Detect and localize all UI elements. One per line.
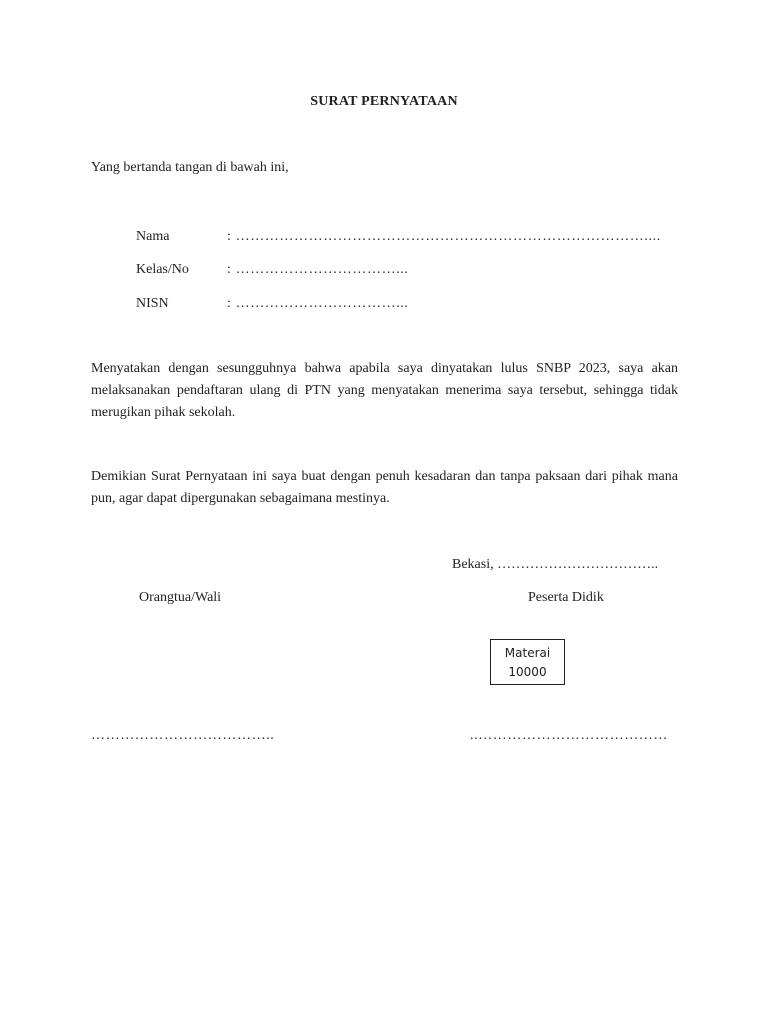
field-blank-kelas: : ……………………………...	[227, 262, 409, 277]
closing-paragraph: Demikian Surat Pernyataan ini saya buat dengan penuh kesadaran dan tanpa paksaan dari pihak mana pun, agar dapat dipergunakan sebagaimana mestinya.	[91, 469, 678, 506]
field-label-nama: Nama	[136, 229, 170, 244]
place-date-line: Bekasi, ……………………………..	[452, 557, 659, 572]
opening-line: Yang bertanda tangan di bawah ini,	[91, 160, 289, 175]
field-label-nisn: NISN	[136, 296, 169, 311]
stamp-duty-box	[490, 639, 565, 685]
stamp-value: 10000	[508, 665, 547, 679]
student-signature-line: ..…………………………………	[470, 728, 668, 743]
statement-paragraph: Menyatakan dengan sesungguhnya bahwa apabila saya dinyatakan lulus SNBP 2023, saya akan melaksanakan pendaftaran ulang di PTN yang menyatakan menerima saya tersebut, sehingga tidak merugikan pihak sekolah.	[91, 361, 678, 420]
stamp-label: Materai	[504, 646, 551, 660]
letter-title: SURAT PERNYATAAN	[310, 94, 458, 109]
guardian-signature-line: ………………………………..	[91, 728, 275, 743]
field-row-nisn	[136, 295, 409, 313]
guardian-label: Orangtua/Wali	[139, 590, 222, 605]
field-row-nama	[136, 228, 661, 246]
field-blank-nama: : …………………………………………………………………………....	[227, 229, 661, 244]
field-row-kelas	[136, 261, 409, 279]
field-label-kelas: Kelas/No	[136, 262, 189, 277]
field-blank-nisn: : ……………………………...	[227, 296, 409, 311]
student-label: Peserta Didik	[528, 590, 604, 605]
